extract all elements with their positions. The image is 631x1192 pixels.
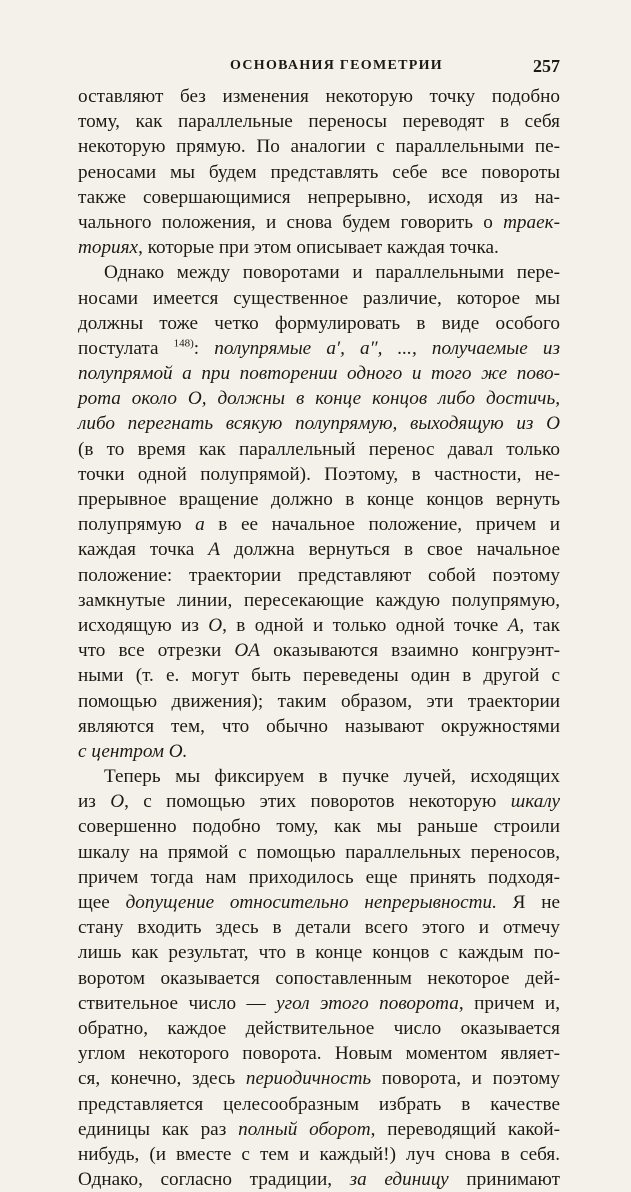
text-line [78, 840, 560, 865]
text-span: , с помощью этих поворотов некоторую [124, 791, 511, 813]
text-line [78, 663, 560, 688]
italic-text: либо перегнать всякую полупрямую, выходящую из O [78, 413, 560, 435]
text-span: носами имеется существенное различие, которое мы [78, 287, 560, 309]
text-span: Я не [496, 892, 560, 913]
text-line [78, 185, 560, 210]
text-span: щее [78, 892, 126, 913]
text-span: исходящую из [78, 614, 209, 636]
text-line [78, 966, 560, 991]
text-line [78, 437, 560, 462]
text-span: ся, конечно, здесь [78, 1068, 246, 1090]
running-title: ОСНОВАНИЯ ГЕОМЕТРИИ [230, 58, 443, 73]
text-span: стану входить здесь в детали всего этого и отмечу [78, 917, 560, 939]
text-line [78, 109, 560, 134]
text-line [78, 411, 560, 436]
text-span: оказываются взаимно конгруэнт- [259, 640, 560, 662]
text-line [78, 160, 560, 185]
text-span: Теперь мы фиксируем в пучке лучей, исходящих [104, 766, 560, 788]
text-line [78, 487, 560, 512]
text-span: , переводящий какой- [370, 1118, 560, 1140]
text-span: также совершающимися непрерывно, исходя из на- [78, 186, 560, 208]
text-span: оставляют без изменения некоторую точку подобно [78, 86, 560, 107]
text-span: лишь как результат, что в конце концов с каждым по- [78, 942, 560, 964]
text-span: причем тогда нам приходилось еще принять подходя- [78, 866, 560, 888]
text-span: что все отрезки [78, 640, 235, 662]
italic-text: за единицу [349, 1169, 449, 1191]
text-line [78, 588, 560, 613]
text-span: из [78, 791, 111, 813]
italic-text: OA [234, 640, 260, 662]
text-line [78, 915, 560, 940]
text-line [78, 739, 560, 764]
text-span: каждая точка [78, 539, 209, 561]
text-line [78, 537, 560, 562]
text-span: , в одной и только одной точке [222, 614, 508, 636]
text-span: ствительное число — [78, 992, 277, 1014]
text-line [78, 210, 560, 235]
text-span: принимают [448, 1169, 560, 1191]
text-span: реносами мы будем представлять себе все повороты [78, 161, 560, 183]
text-span: представляется целесообразным избрать в качестве [78, 1093, 560, 1115]
text-line [78, 991, 560, 1016]
text-line [78, 1016, 560, 1041]
text-span: Однако, согласно традиции, [78, 1169, 350, 1191]
text-line [78, 286, 560, 311]
text-span: , которые при этом описывает каждая точка. [138, 237, 499, 259]
text-line [78, 814, 560, 839]
text-span: , причем и, [458, 992, 560, 1014]
text-span: полупрямую [78, 514, 196, 536]
text-span: обратно, каждое действительное число оказывается [78, 1017, 560, 1039]
text-line [78, 84, 560, 109]
italic-text: ториях [78, 237, 139, 259]
text-span: в ее начальное положение, причем и [204, 514, 560, 536]
text-line [78, 260, 560, 285]
text-line [78, 311, 560, 336]
italic-text: периодичность [245, 1068, 372, 1090]
text-line [78, 789, 560, 814]
text-span: тому, как параллельные переносы переводят в себя [78, 111, 560, 133]
text-line [78, 1066, 560, 1091]
text-span: совершенно подобно тому, как мы раньше строили [78, 816, 560, 838]
text-span: должны тоже четко формулировать в виде особого [78, 312, 560, 334]
italic-text: O [110, 791, 125, 813]
text-span: постулата [78, 337, 174, 359]
text-span: положение: траектории представляют собой поэтому [78, 564, 560, 586]
italic-text: полупрямой a при повторении одного и того же пово- [78, 363, 560, 385]
text-span: : [193, 337, 215, 359]
text-line [78, 462, 560, 487]
text-span: Однако между поворотами и параллельными пере- [104, 262, 560, 284]
text-line [78, 638, 560, 663]
text-line [78, 512, 560, 537]
text-span: , так [519, 614, 560, 636]
text-line [78, 714, 560, 739]
text-span: углом некоторого поворота. Новым моментом являет- [78, 1043, 560, 1065]
footnote-ref: 148) [173, 337, 194, 350]
text-line [78, 764, 560, 789]
text-line [78, 386, 560, 411]
italic-text: с центром O. [78, 740, 188, 762]
italic-text: полный оборот [238, 1118, 371, 1140]
text-line [78, 1092, 560, 1117]
italic-text: рота около O, должны в конце концов либо достичь, [78, 388, 560, 410]
text-span: должна вернуться в свое начальное [219, 539, 560, 561]
text-line [78, 613, 560, 638]
italic-text: O [208, 614, 223, 636]
italic-text: шкалу [510, 791, 560, 813]
italic-text: a [195, 514, 205, 536]
text-line [78, 235, 560, 260]
page-header [78, 56, 560, 80]
text-line [78, 890, 560, 915]
italic-text: A [507, 614, 520, 636]
italic-text: допущение относительно непрерывности. [125, 892, 497, 913]
text-line [78, 1041, 560, 1066]
text-span: (в то время как параллельный перенос давал только [78, 438, 560, 460]
text-span: являются тем, что обычно называют окружностями [78, 715, 560, 737]
italic-text: угол этого поворота [276, 992, 459, 1014]
text-span: шкалу на прямой с помощью параллельных переносов, [78, 841, 560, 863]
text-line [78, 361, 560, 386]
text-span: воротом оказывается сопоставленным некоторое дей- [78, 967, 560, 989]
italic-text: траек- [503, 211, 560, 233]
italic-text: A [208, 539, 220, 561]
text-line [78, 563, 560, 588]
text-span: поворота, и поэтому [371, 1068, 560, 1090]
text-span: некоторую прямую. По аналогии с параллельными пе- [78, 136, 560, 158]
text-span: нибудь, (и вместе с тем и каждый!) луч снова в себя. [78, 1143, 560, 1165]
text-span: точки одной полупрямой). Поэтому, в частности, не- [78, 463, 560, 485]
text-span: ными (т. е. могут быть переведены один в другой с [78, 665, 560, 687]
text-span: чального положения, и снова будем говорить о [78, 211, 504, 233]
italic-text: полупрямые a′, a″, ..., получаемые из [214, 337, 560, 359]
text-span: замкнутые линии, пересекающие каждую полупрямую, [78, 589, 560, 611]
text-span: помощью движения); таким образом, эти траектории [78, 690, 560, 712]
page-number: 257 [533, 56, 560, 76]
text-line [78, 865, 560, 890]
text-line [78, 1142, 560, 1167]
text-line [78, 1167, 560, 1192]
text-line [78, 940, 560, 965]
text-line [78, 134, 560, 159]
text-line [78, 336, 560, 361]
text-line [78, 1117, 560, 1142]
text-line [78, 689, 560, 714]
text-span: единицы как раз [78, 1118, 239, 1140]
body-text [78, 84, 560, 1192]
text-span: прерывное вращение должно в конце концов вернуть [78, 489, 560, 510]
